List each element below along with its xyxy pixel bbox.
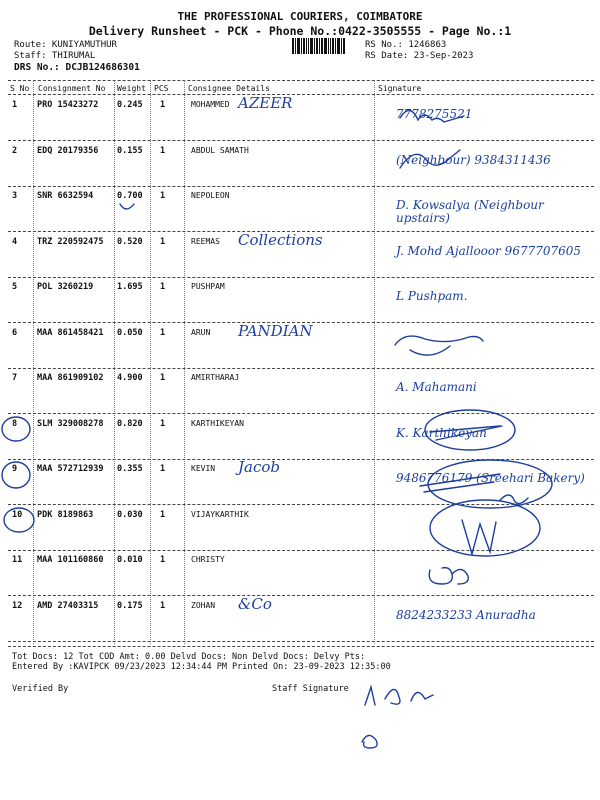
rs-date: RS Date: 23-Sep-2023 <box>365 51 474 61</box>
row-pcs: 1 <box>160 191 166 201</box>
row-sno: 1 <box>12 100 18 110</box>
footer-rule <box>8 646 594 647</box>
rs-number: RS No.: 1246863 <box>365 40 447 50</box>
totals-line: Tot Docs: 12 Tot COD Amt: 0.00 Delvd Docs: Non Delvd Docs: Delvy Pts: <box>12 652 366 662</box>
circle-mark <box>4 508 34 532</box>
row-sno: 2 <box>12 146 18 156</box>
signature-scribble <box>395 336 483 345</box>
row-weight: 0.520 <box>117 237 143 247</box>
row-weight: 0.030 <box>117 510 143 520</box>
row-consignment-no: SNR 6632594 <box>37 191 94 201</box>
row-pcs: 1 <box>160 419 166 429</box>
row-sno: 4 <box>12 237 18 247</box>
drs-number: DRS No.: DCJB124686301 <box>14 62 140 73</box>
row-consignee: MOHAMMED <box>191 100 230 109</box>
row-consignment-no: MAA 572712939 <box>37 464 104 474</box>
row-weight: 0.050 <box>117 328 143 338</box>
row-consignee: KEVIN <box>191 464 216 473</box>
row-consignee: ZOHAN <box>191 601 216 610</box>
circle-mark <box>2 462 30 488</box>
row-weight: 0.820 <box>117 419 143 429</box>
row-consignee: ARUN <box>191 328 211 337</box>
handwritten-signature-note: 9486776179 (Sreehari Bakery) <box>396 471 585 485</box>
staff-label: Staff: THIRUMAL <box>14 51 96 61</box>
row-consignment-no: MAA 861909102 <box>37 373 104 383</box>
route-label: Route: KUNIYAMUTHUR <box>14 40 117 50</box>
col-weight: Weight <box>117 84 146 93</box>
row-sno: 11 <box>12 555 23 565</box>
row-pcs: 1 <box>160 510 166 520</box>
verified-by: Verified By <box>12 684 69 694</box>
row-sno: 10 <box>12 510 23 520</box>
handwritten-name: Jacob <box>238 458 280 476</box>
row-sno: 6 <box>12 328 18 338</box>
row-pcs: 1 <box>160 464 166 474</box>
row-consignment-no: POL 3260219 <box>37 282 94 292</box>
row-consignee: REEMAS <box>191 237 220 246</box>
col-consignee: Consignee Details <box>188 84 270 93</box>
row-consignment-no: AMD 27403315 <box>37 601 99 611</box>
handwritten-name: Collections <box>238 231 323 249</box>
signature-scribble <box>410 346 450 355</box>
row-consignment-no: SLM 329008278 <box>37 419 104 429</box>
row-weight: 0.700 <box>117 191 143 201</box>
row-consignment-no: MAA 861458421 <box>37 328 104 338</box>
handwritten-signature-note: D. Kowsalya (Neighbour upstairs) <box>396 198 544 225</box>
row-weight: 1.695 <box>117 282 143 292</box>
row-sno: 9 <box>12 464 18 474</box>
handwritten-signature-note: J. Mohd Ajallooor 9677707605 <box>396 244 582 258</box>
handwritten-signature-note: (Neighbour) 9384311436 <box>396 153 551 167</box>
col-pcs: PCS <box>154 84 169 93</box>
row-consignment-no: PRO 15423272 <box>37 100 99 110</box>
handwritten-signature-note: A. Mahamani <box>396 380 477 394</box>
handwritten-signature-note: 8824233233 Anuradha <box>396 608 536 622</box>
circle-mark <box>2 417 30 441</box>
row-consignee: ABDUL SAMATH <box>191 146 249 155</box>
handwritten-name: AZEER <box>238 94 293 112</box>
row-pcs: 1 <box>160 237 166 247</box>
handwritten-signature-note: L Pushpam. <box>396 289 468 303</box>
col-signature: Signature <box>378 84 422 93</box>
col-sno: S No <box>10 84 30 93</box>
row-pcs: 1 <box>160 282 166 292</box>
signature-scribble <box>429 568 468 584</box>
row-pcs: 1 <box>160 146 166 156</box>
row-pcs: 1 <box>160 328 166 338</box>
row-consignment-no: EDQ 20179356 <box>37 146 99 156</box>
row-pcs: 1 <box>160 555 166 565</box>
row-weight: 0.010 <box>117 555 143 565</box>
row-weight: 0.245 <box>117 100 143 110</box>
row-sno: 7 <box>12 373 18 383</box>
row-sno: 12 <box>12 601 23 611</box>
handwritten-name: &Co <box>238 595 272 613</box>
row-consignee: KARTHIKEYAN <box>191 419 244 428</box>
row-weight: 4.900 <box>117 373 143 383</box>
row-pcs: 1 <box>160 100 166 110</box>
entered-line: Entered By :KAVIPCK 09/23/2023 12:34:44 PM Printed On: 23-09-2023 12:35:00 <box>12 662 391 672</box>
signature-scribble <box>462 520 496 554</box>
row-sno: 5 <box>12 282 18 292</box>
row-sno: 3 <box>12 191 18 201</box>
handwritten-signature-note: K. Karthikeyan <box>396 426 487 440</box>
row-consignee: AMIRTHARAJ <box>191 373 240 382</box>
row-consignment-no: PDK 8189863 <box>37 510 94 520</box>
row-weight: 0.355 <box>117 464 143 474</box>
row-weight: 0.175 <box>117 601 143 611</box>
signature-scribble <box>362 735 377 748</box>
row-consignment-no: MAA 101160860 <box>37 555 104 565</box>
row-consignment-no: TRZ 220592475 <box>37 237 104 247</box>
row-pcs: 1 <box>160 373 166 383</box>
row-consignee: CHRISTY <box>191 555 225 564</box>
row-sno: 8 <box>12 419 18 429</box>
runsheet-title: Delivery Runsheet - PCK - Phone No.:0422-3505555 - Page No.:1 <box>88 24 512 38</box>
col-consignment: Consignment No <box>38 84 106 93</box>
staff-signature-scribble <box>365 687 433 705</box>
tick-mark <box>120 204 134 209</box>
handwritten-name: PANDIAN <box>238 322 313 340</box>
handwritten-signature-note: 7778275521 <box>396 107 473 121</box>
row-consignee: VIJAYKARTHIK <box>191 510 249 519</box>
row-weight: 0.155 <box>117 146 143 156</box>
row-consignee: PUSHPAM <box>191 282 225 291</box>
row-consignee: NEPOLEON <box>191 191 230 200</box>
company-title: THE PROFESSIONAL COURIERS, COIMBATORE <box>177 10 423 23</box>
row-pcs: 1 <box>160 601 166 611</box>
staff-signature-label: Staff Signature <box>272 684 349 694</box>
